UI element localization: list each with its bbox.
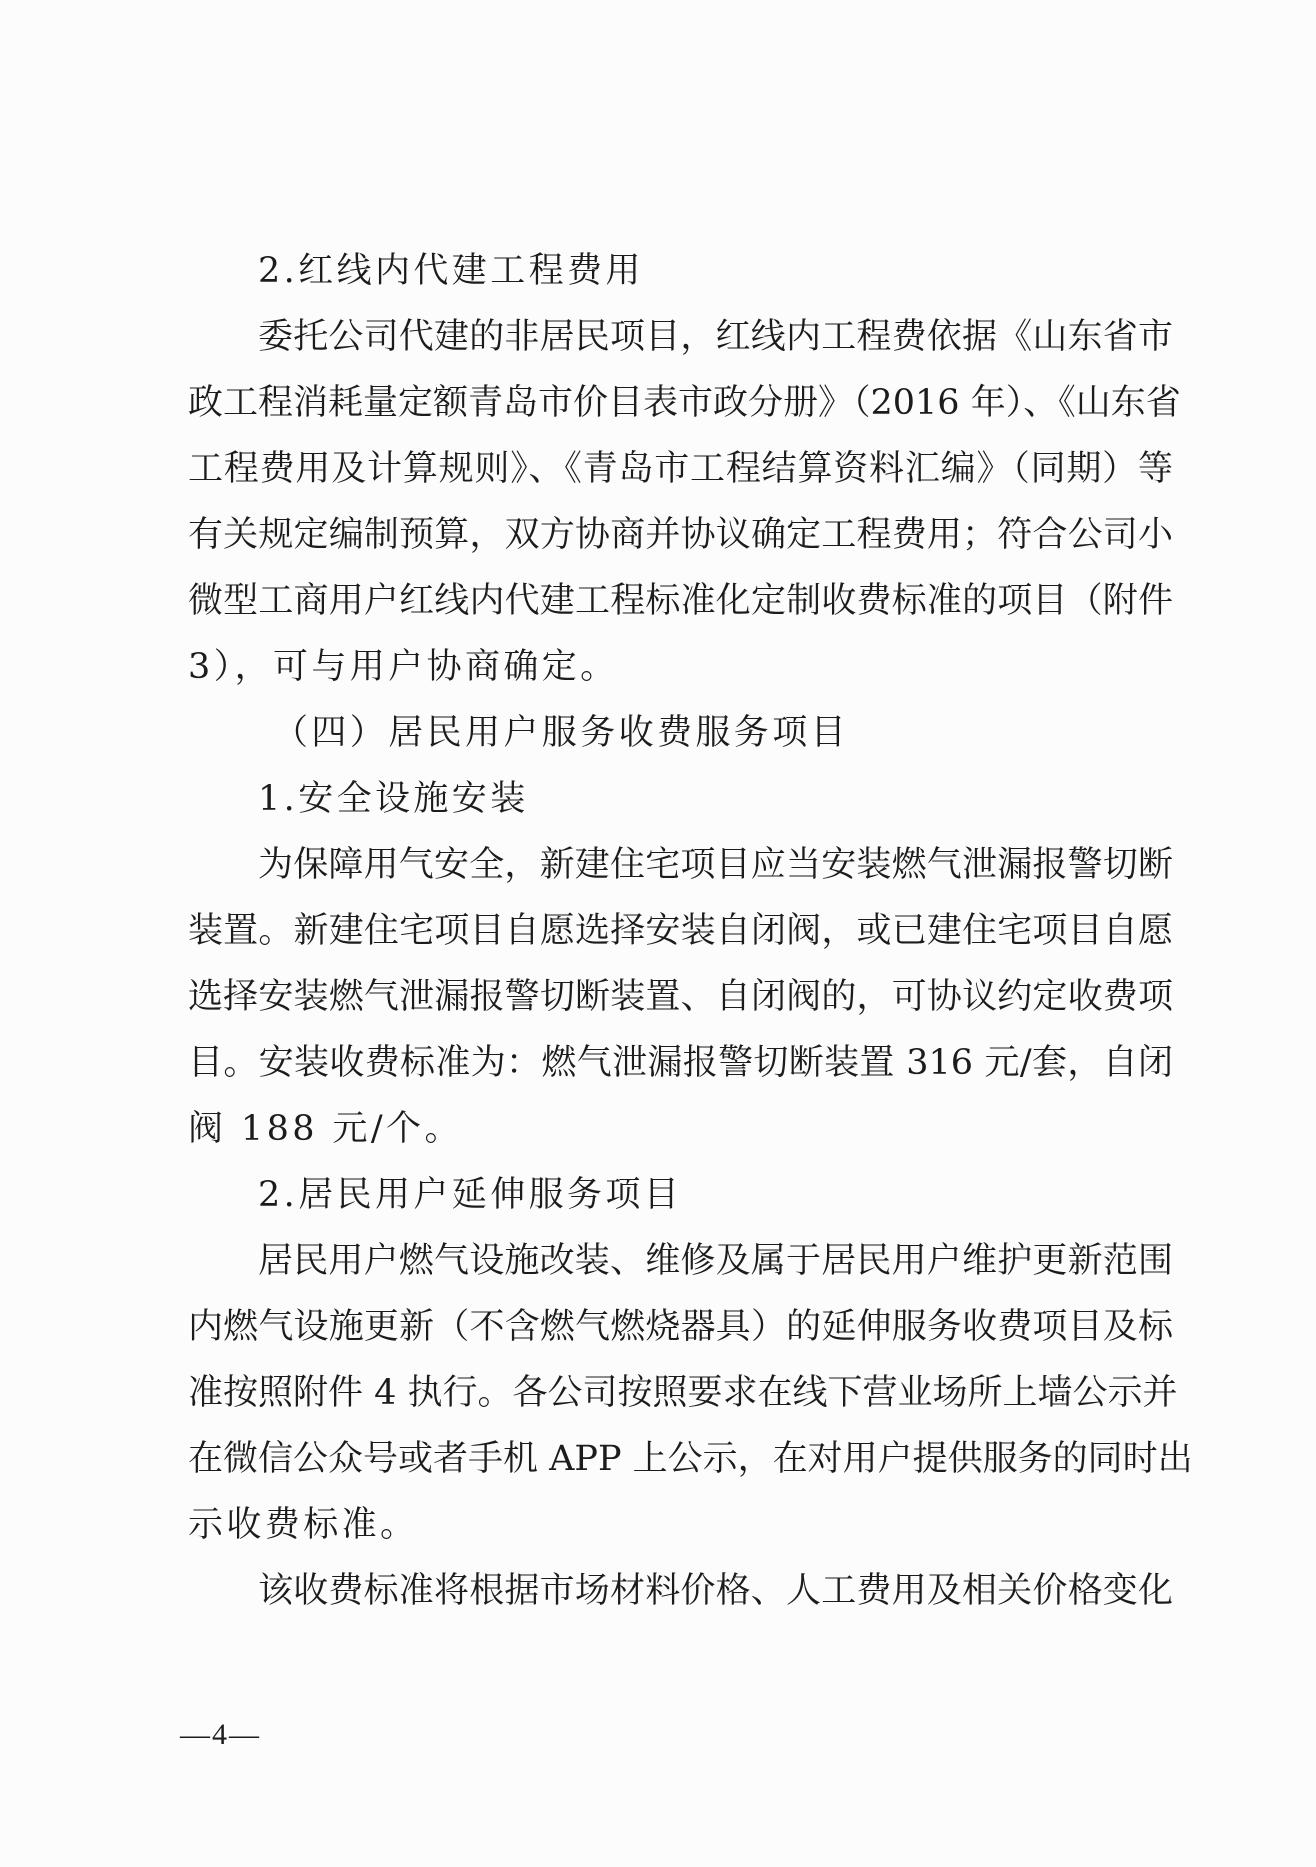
paragraph-line: 阀 188 元/个。 <box>188 1109 463 1149</box>
paragraph-line: 为保障用气安全，新建住宅项目应当安装燃气泄漏报警切断 <box>258 845 1173 885</box>
subheading-safety-installation: 1.安全设施安装 <box>258 779 529 819</box>
paragraph-line: 选择安装燃气泄漏报警切断装置、自闭阀的，可协议约定收费项 <box>188 977 1173 1017</box>
page-number: —4— <box>180 1718 261 1751</box>
section-heading-resident-services: （四）居民用户服务收费服务项目 <box>273 713 850 753</box>
paragraph-line: 工程费用及计算规则》、《青岛市工程结算资料汇编》（同期）等 <box>188 449 1173 489</box>
paragraph-line: 政工程消耗量定额青岛市价目表市政分册》（2016 年）、《山东省 <box>188 383 1181 423</box>
paragraph-line: 目。安装收费标准为：燃气泄漏报警切断装置 316 元/套，自闭 <box>188 1043 1173 1083</box>
paragraph-line: 委托公司代建的非居民项目，红线内工程费依据《山东省市 <box>258 317 1173 357</box>
paragraph-line: 微型工商用户红线内代建工程标准化定制收费标准的项目（附件 <box>188 581 1173 621</box>
paragraph-line: 该收费标准将根据市场材料价格、人工费用及相关价格变化 <box>258 1571 1173 1611</box>
paragraph-line: 示收费标准。 <box>188 1505 419 1545</box>
paragraph-line: 装置。新建住宅项目自愿选择安装自闭阀，或已建住宅项目自愿 <box>188 911 1173 951</box>
document-body <box>188 238 1193 1624</box>
paragraph-line: 内燃气设施更新（不含燃气燃烧器具）的延伸服务收费项目及标 <box>188 1307 1173 1347</box>
paragraph-line: 居民用户燃气设施改装、维修及属于居民用户维护更新范围 <box>258 1241 1173 1281</box>
paragraph-line: 有关规定编制预算，双方协商并协议确定工程费用；符合公司小 <box>188 515 1173 555</box>
paragraph-line: 3），可与用户协商确定。 <box>188 647 619 687</box>
subheading-extended-services: 2.居民用户延伸服务项目 <box>258 1175 683 1215</box>
paragraph-line: 在微信公众号或者手机 APP 上公示，在对用户提供服务的同时出 <box>188 1439 1193 1479</box>
paragraph-line: 准按照附件 4 执行。各公司按照要求在线下营业场所上墙公示并 <box>188 1373 1178 1413</box>
subheading-red-line-construction-cost: 2.红线内代建工程费用 <box>258 251 644 291</box>
